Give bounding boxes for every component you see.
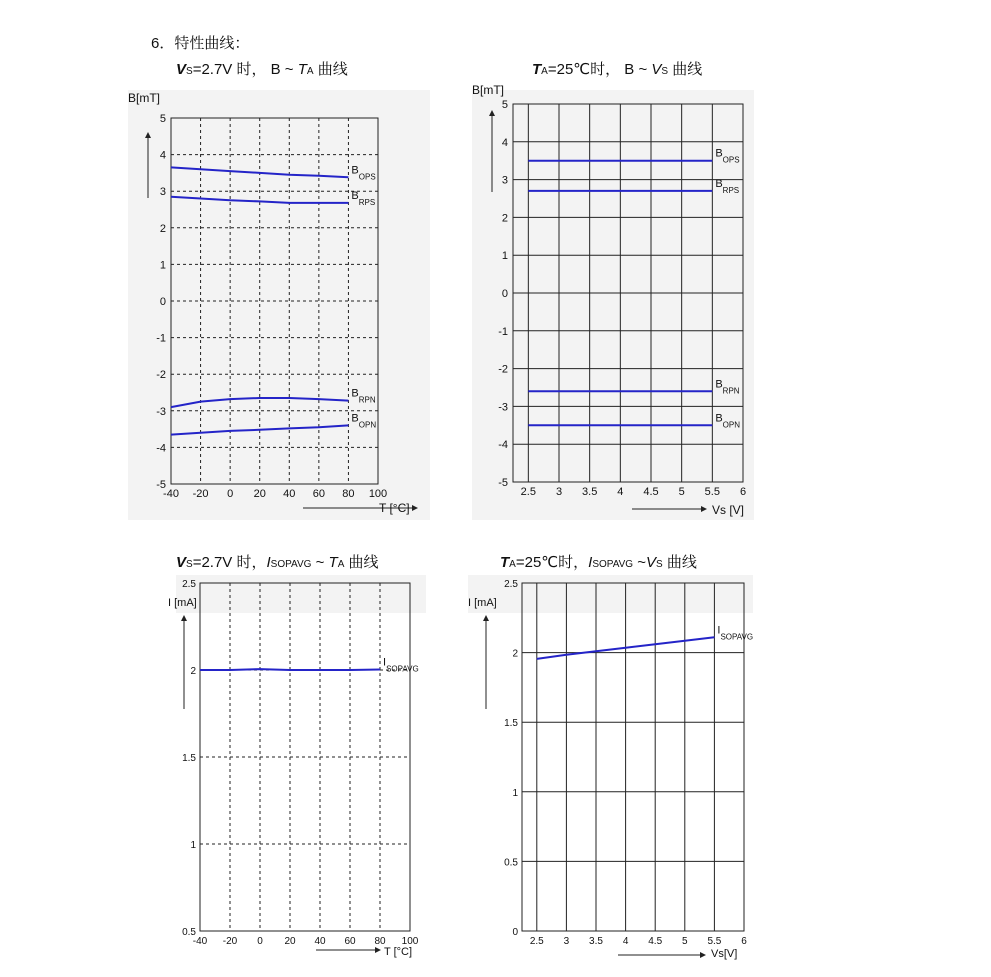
chart-title-4: TA=25℃时，ISOPAVG ~VS 曲线 [500,554,697,571]
x-tick-label: -20 [222,936,238,947]
x-tick-label: 40 [314,936,326,947]
chart-current-vs-supply-voltage [468,575,753,965]
y-tick-label: 2.5 [182,579,196,590]
x-tick-label: 6 [741,936,747,947]
x-tick-label: -40 [163,488,179,500]
series-label-subscript: RPN [722,386,740,396]
series-label-main: B [351,164,359,177]
series-label-main: B [715,177,723,190]
y-tick-label: 2 [190,666,196,677]
y-tick-label: 2 [159,222,166,235]
x-tick-label: 0 [227,488,234,500]
y-tick-label: 2.5 [504,579,518,590]
y-tick-label: 0 [501,288,508,300]
x-axis-arrow-head [700,952,706,958]
series-label-main: I [717,624,721,637]
y-tick-label: 4 [159,149,166,162]
x-tick-label: 3.5 [582,486,598,498]
x-tick-label: 3 [555,486,563,498]
y-axis-arrow-head [483,615,489,621]
x-tick-label: 3 [563,936,570,947]
x-axis-label: T [°C] [384,946,413,958]
x-tick-label: 80 [374,936,386,947]
series-label-subscript: RPS [358,197,376,207]
series-label-subscript: RPS [722,185,740,195]
series-label-subscript: OPS [358,172,376,182]
x-axis-label: Vs[V] [711,948,738,960]
y-tick-label: -1 [156,332,166,345]
chart-b-vs-supply-voltage [472,82,754,520]
y-axis-label: I [mA] [168,597,197,609]
x-tick-label: 100 [368,488,388,500]
series-label-main: B [715,412,723,425]
series-label-main: B [351,412,359,425]
series-label-subscript: OPN [358,420,377,430]
x-tick-label: 5 [678,486,685,498]
series-label [383,656,419,673]
section-heading: 6．特性曲线： [151,35,250,52]
x-tick-label: 2.5 [529,936,544,947]
x-tick-label: 40 [283,488,296,500]
y-tick-label: -4 [498,439,508,452]
chart-current-vs-temperature [168,575,426,965]
series-label [717,624,753,641]
x-tick-label: 20 [284,936,296,947]
x-tick-label: 60 [312,488,325,500]
y-tick-label: 5 [159,113,166,125]
x-tick-label: 100 [401,936,419,947]
y-tick-label: 5 [501,99,508,111]
y-tick-label: -4 [156,442,166,455]
x-tick-label: 4 [617,486,624,498]
x-tick-label: 5 [682,936,688,947]
series-label-subscript: RPN [358,395,376,405]
y-tick-label: 1 [190,840,196,851]
y-axis-arrow-head [181,615,187,621]
x-axis-arrow-head [375,947,381,953]
series-label-subscript: SOPAVG [720,632,754,642]
plot-frame [522,583,744,931]
x-tick-label: -20 [192,488,209,500]
y-tick-label: 0.5 [504,857,518,869]
x-tick-label: -40 [192,936,208,947]
x-tick-label: 4.5 [643,486,659,498]
y-tick-label: -5 [156,479,166,491]
x-tick-label: 6 [739,486,747,498]
y-tick-label: 1 [159,259,166,272]
y-tick-label: 1 [512,787,518,799]
y-tick-label: -2 [498,363,508,376]
y-axis-label: B[mT] [128,91,160,105]
y-tick-label: 1.5 [182,753,196,764]
chart-title-3: VS=2.7V 时，ISOPAVG ~ TA 曲线 [176,554,379,571]
y-tick-label: 2 [512,648,518,660]
y-axis-label: I [mA] [468,597,497,609]
y-axis-label: B[mT] [472,83,504,97]
x-tick-label: 20 [253,488,266,500]
x-tick-label: 80 [342,488,355,500]
y-tick-label: 3 [159,186,166,199]
x-tick-label: 2.5 [520,486,536,498]
y-tick-label: -2 [156,369,166,382]
y-tick-label: 2 [501,212,508,225]
x-tick-label: 3.5 [589,936,603,947]
y-tick-label: -5 [498,477,508,489]
x-tick-label: 5.5 [704,486,720,498]
series-label-subscript: OPN [722,420,741,430]
y-tick-label: 1.5 [504,718,518,730]
x-tick-label: 60 [344,936,356,947]
x-axis-label: Vs [V] [712,503,745,517]
chart-b-vs-temperature [128,90,430,520]
y-tick-label: 0 [159,296,166,308]
chart-title-1: VS=2.7V 时， B ~ TA 曲线 [176,61,348,78]
x-tick-label: 4.5 [648,936,663,947]
y-tick-label: -3 [156,405,166,418]
series-label-subscript: OPS [722,155,740,165]
x-tick-label: 0 [257,936,263,947]
chart-title-2: TA=25℃时， B ~ VS 曲线 [532,61,703,78]
y-tick-label: 0.5 [182,927,196,938]
series-label-main: I [383,656,387,669]
series-label-main: B [715,378,723,391]
panel-background [472,90,754,520]
series-line [200,669,380,670]
y-tick-label: -3 [498,401,508,414]
y-tick-label: -1 [498,325,508,338]
series-label-main: B [351,189,359,202]
y-tick-label: 1 [501,250,508,263]
panel-background [176,575,426,613]
series-label-main: B [715,147,723,160]
series-label-main: B [351,387,359,400]
x-tick-label: 4 [622,936,629,947]
series-label-subscript: SOPAVG [386,664,419,674]
x-tick-label: 5.5 [707,936,722,947]
x-axis-label: T [°C] [379,501,410,515]
y-tick-label: 4 [501,136,508,149]
y-tick-label: 0 [512,927,518,938]
y-tick-label: 3 [501,174,508,187]
